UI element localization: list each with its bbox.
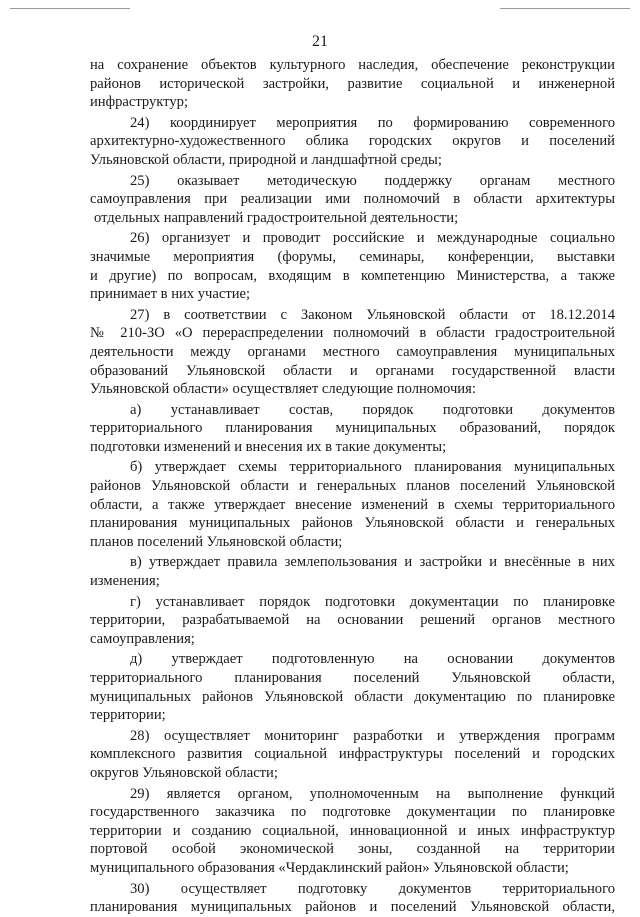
scan-mark [500, 8, 630, 9]
scan-mark [10, 8, 130, 9]
text-line: отдельных направлений градостроительной деятельности; [94, 209, 459, 226]
text-line: на сохранение объектов культурного наследия, обеспечение реконструкции [90, 57, 615, 73]
text-line: районов Ульяновской области и генеральных планов поселений Ульяновской [90, 478, 615, 495]
text-line: планирования муниципальных районов и поселений Ульяновской области, [90, 899, 615, 916]
text-line: территории, разрабатываемой на основании решений органов местного [90, 612, 615, 629]
text-line: 28) осуществляет мониторинг разработки и утверждения программ [130, 727, 615, 744]
text-line: д) утверждает подготовленную на основании документов [130, 651, 615, 668]
text-line: инфраструктур; [90, 94, 189, 111]
text-line: самоуправления при реализации ими полномочий в области архитектуры [90, 191, 615, 208]
page-number: 21 [312, 33, 328, 50]
text-line: 30) осуществляет подготовку документов территориального [130, 880, 615, 897]
text-line: б) утверждает схемы территориального планирования муниципальных [130, 459, 615, 476]
text-line: портовой особой экономической зоны, созданной на территории [90, 841, 615, 858]
text-line: области, а также утверждает внесение изменений в схемы территориального [90, 496, 615, 513]
text-line: изменения; [90, 573, 160, 590]
text-line: планов поселений Ульяновской области; [90, 533, 343, 550]
text-line: территориального планирования муниципальных образований, порядок [90, 420, 615, 437]
text-line: районов исторической застройки, развитие социальной и инженерной [90, 75, 615, 92]
text-line: самоуправления; [90, 630, 195, 647]
text-line: в) утверждает правила землепользования и застройки и внесённые в них [130, 554, 615, 571]
text-line: территориального планирования поселений Ульяновской области, [90, 670, 615, 686]
text-line: а) устанавливает состав, порядок подготовки документов [130, 401, 615, 418]
text-line: значимые мероприятия (форумы, семинары, конференции, выставки [90, 248, 615, 265]
text-line: Ульяновской области» осуществляет следующие полномочия: [90, 381, 476, 398]
text-line: 24) координирует мероприятия по формированию современного [130, 114, 615, 131]
text-line: комплексного развития социальной инфраструктуры поселений и городских [90, 746, 615, 763]
text-line: и другие) по вопросам, входящим в компетенцию Министерства, а также [90, 267, 615, 284]
text-line: деятельности между органами местного самоуправления муниципальных [90, 343, 615, 360]
text-line: 26) организует и проводит российские и международные социально [130, 230, 615, 247]
text-line: планирования муниципальных районов Ульяновской области и генеральных [90, 515, 615, 532]
text-line: подготовки изменений и внесения их в такие документы; [90, 438, 447, 455]
text-line: образований Ульяновской области и органами государственной власти [90, 362, 615, 379]
text-line: 29) является органом, уполномоченным на выполнение функций [130, 785, 615, 802]
text-line: г) устанавливает порядок подготовки документации по планировке [130, 593, 615, 610]
text-line: 27) в соответствии с Законом Ульяновской области от 18.12.2014 [130, 306, 615, 323]
text-line: Ульяновской области, природной и ландшафтной среды; [90, 151, 442, 168]
text-line: муниципальных районов Ульяновской области документацию по планировке [90, 688, 615, 705]
text-line: территории и созданию социальной, инновационной и иных инфраструктур [90, 822, 615, 839]
text-line: архитектурно-художественного облика городских округов и поселений [90, 133, 615, 150]
text-line: государственного заказчика по подготовке документации по планировке [90, 804, 615, 821]
text-line: принимает в них участие; [90, 286, 251, 303]
text-line: № 210-ЗО «О перераспределении полномочий в области градостроительной [90, 325, 615, 342]
text-line: муниципального образования «Чердаклинский район» Ульяновской области; [90, 859, 569, 876]
text-line: территории; [90, 707, 166, 724]
text-line: 25) оказывает методическую поддержку органам местного [130, 172, 615, 189]
document-body [90, 56, 615, 917]
text-line: округов Ульяновской области; [90, 764, 278, 781]
